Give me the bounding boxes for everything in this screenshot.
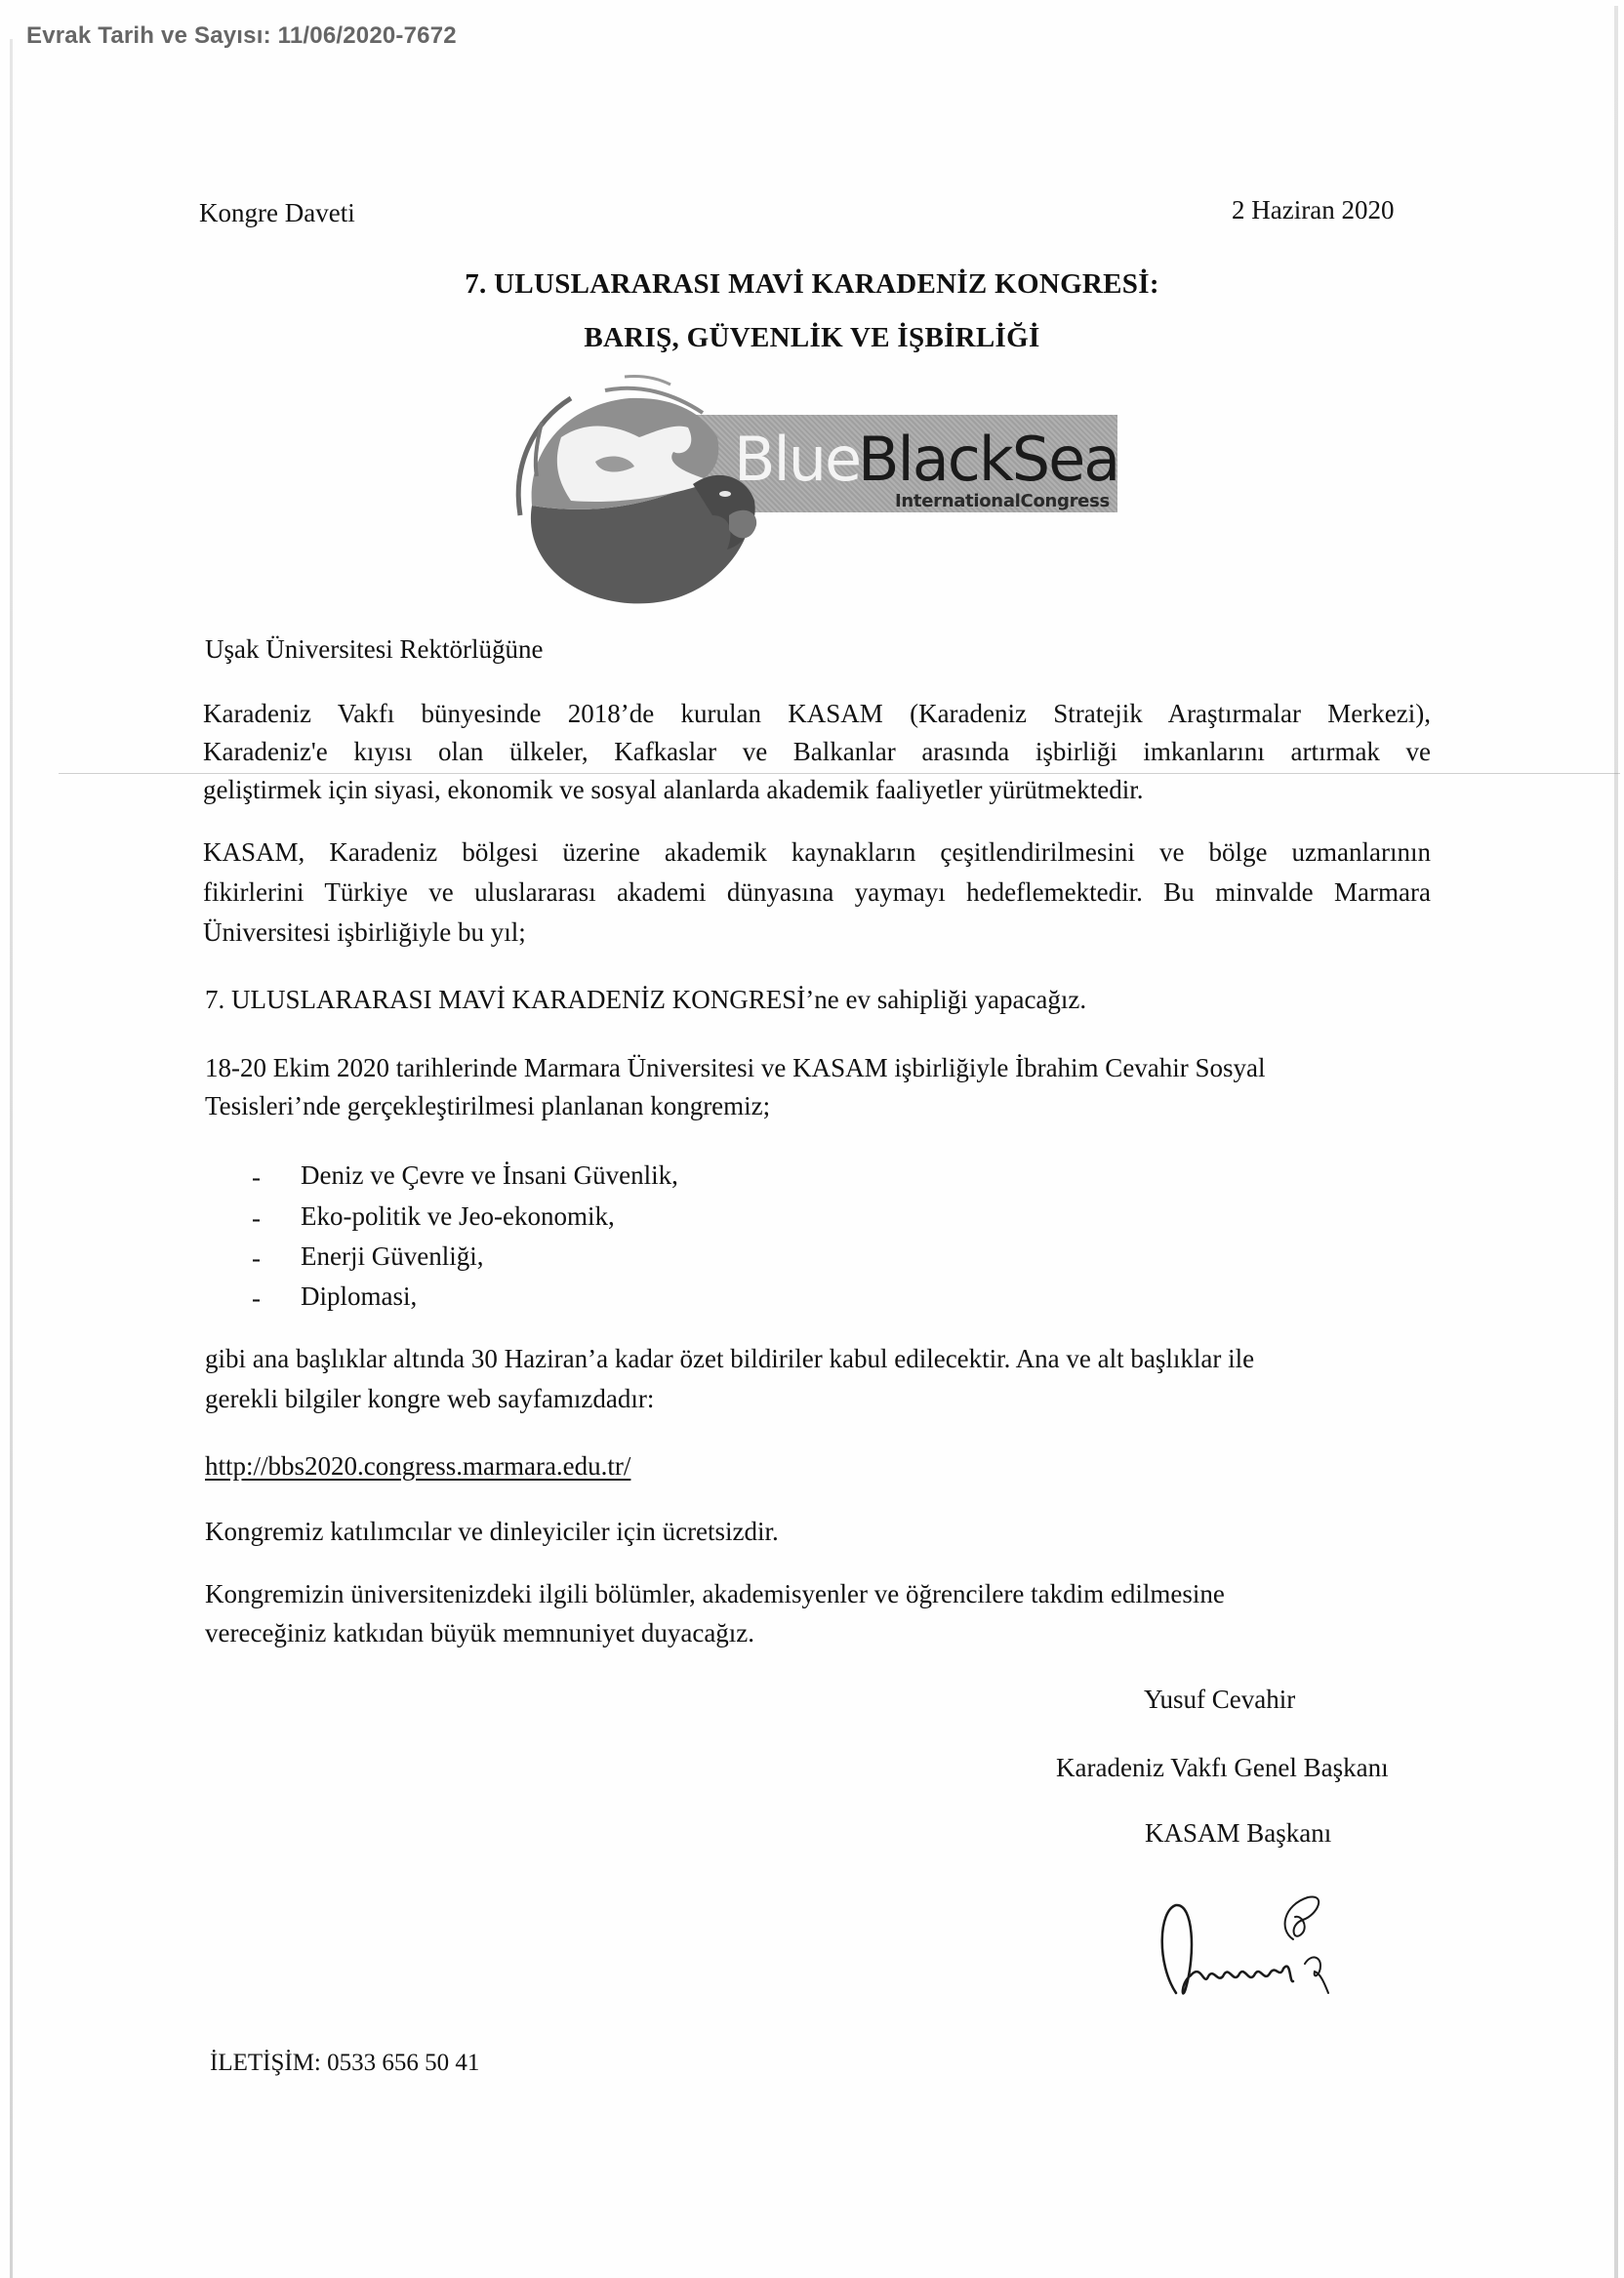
logo-word-blue: Blue: [734, 424, 861, 495]
congress-title-line1: 7. ULUSLARARASI MAVİ KARADENİZ KONGRESİ:: [465, 268, 1159, 300]
paragraph-1-line-2: Karadeniz'e kıyısı olan ülkeler, Kafkaslar ve Balkanlar arasında işbirliği imkanlarını artırmak ve: [203, 737, 1431, 766]
paragraph-2-line-3: Üniversitesi işbirliğiyle bu yıl;: [203, 917, 526, 947]
letter-subject: Kongre Daveti: [199, 198, 355, 227]
contact-phone: İLETİŞİM: 0533 656 50 41: [210, 2050, 480, 2076]
paragraph-4-line-1: 18-20 Ekim 2020 tarihlerinde Marmara Üniversitesi ve KASAM işbirliğiyle İbrahim Cevahir Sosyal: [205, 1053, 1266, 1082]
paragraph-1-line-3: geliştirmek için siyasi, ekonomik ve sosyal alanlarda akademik faaliyetler yürütmektedir.: [203, 775, 1144, 804]
paragraph-6: Kongremiz katılımcılar ve dinleyiciler için ücretsizdir.: [205, 1517, 779, 1546]
scan-edge-left: [10, 39, 13, 2278]
document-stamp: Evrak Tarih ve Sayısı: 11/06/2020-7672: [26, 22, 457, 49]
paragraph-4-line-2: Tesisleri’nde gerçekleştirilmesi planlanan kongremiz;: [205, 1091, 771, 1120]
dash-bullet-icon: -: [252, 1283, 261, 1313]
paragraph-5-line-2: gerekli bilgiler kongre web sayfamızdadır:: [205, 1384, 655, 1413]
scan-artifact-line: [59, 773, 1620, 774]
logo-word-blacksea: BlackSea: [858, 424, 1119, 495]
paragraph-2-line-2: fikirlerini Türkiye ve uluslararası akademi dünyasına yaymayı hedeflemektedir. Bu minvalde Marmara: [203, 877, 1431, 907]
paragraph-7-line-1: Kongremizin üniversitenizdeki ilgili bölümler, akademisyenler ve öğrencilere takdim edilmesine: [205, 1579, 1225, 1608]
logo-subtitle: InternationalCongress: [895, 491, 1110, 511]
handwritten-signature-icon: [1147, 1886, 1440, 2013]
paragraph-7-line-2: vereceğiniz katkıdan büyük memnuniyet duyacağız.: [205, 1618, 755, 1647]
congress-website-link[interactable]: http://bbs2020.congress.marmara.edu.tr/: [205, 1451, 631, 1481]
paragraph-5-line-1: gibi ana başlıklar altında 30 Haziran’a kadar özet bildiriler kabul edilecektir. Ana ve alt başlıklar ile: [205, 1344, 1255, 1373]
topic-label: Enerji Güvenliği,: [301, 1241, 484, 1271]
paragraph-1-line-1: Karadeniz Vakfı bünyesinde 2018’de kurulan KASAM (Karadeniz Stratejik Araştırmalar Merkezi),: [203, 699, 1431, 728]
paragraph-3: 7. ULUSLARARASI MAVİ KARADENİZ KONGRESİ’ne ev sahipliği yapacağız.: [205, 985, 1087, 1014]
blueblacksea-logo: [503, 369, 1127, 608]
recipient: Uşak Üniversitesi Rektörlüğüne: [205, 634, 544, 664]
topic-label: Deniz ve Çevre ve İnsani Güvenlik,: [301, 1160, 678, 1190]
dash-bullet-icon: -: [252, 1162, 261, 1192]
letter-date: 2 Haziran 2020: [1232, 195, 1395, 224]
congress-title-line2: BARIŞ, GÜVENLİK VE İŞBİRLİĞİ: [584, 322, 1040, 353]
topic-label: Eko-politik ve Jeo-ekonomik,: [301, 1201, 615, 1231]
signatory-title-2: KASAM Başkanı: [1145, 1818, 1332, 1848]
signatory-title-1: Karadeniz Vakfı Genel Başkanı: [1056, 1753, 1389, 1782]
signatory-name: Yusuf Cevahir: [1144, 1685, 1296, 1714]
paragraph-2-line-1: KASAM, Karadeniz bölgesi üzerine akademik kaynakların çeşitlendirilmesini ve bölge uzmanlarının: [203, 837, 1431, 867]
dash-bullet-icon: -: [252, 1203, 261, 1233]
dash-bullet-icon: -: [252, 1243, 261, 1273]
topic-label: Diplomasi,: [301, 1281, 418, 1311]
